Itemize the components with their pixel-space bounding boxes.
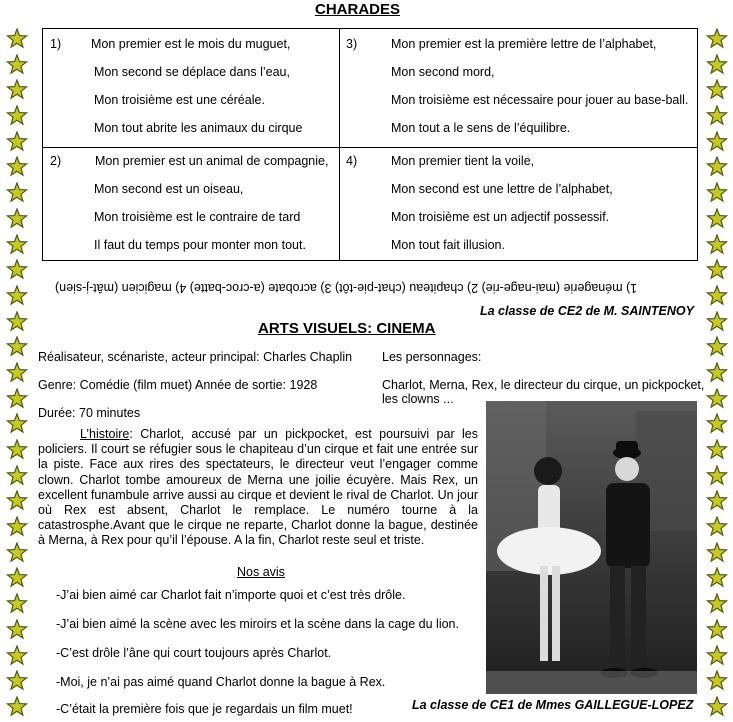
star-icon	[6, 208, 30, 230]
star-icon	[6, 259, 30, 281]
charades-credit: La classe de CE2 de M. SAINTENOY	[480, 304, 694, 318]
charade-number: 4)	[346, 154, 358, 168]
star-icon	[706, 105, 730, 127]
star-icon	[6, 182, 30, 204]
star-icon	[706, 413, 730, 435]
star-icon	[706, 388, 730, 410]
cinema-credit: La classe de CE1 de Mmes GAILLEGUE-LOPEZ	[412, 698, 694, 712]
star-icon	[6, 285, 30, 307]
star-icon	[6, 79, 30, 101]
film-director-info: Réalisateur, scénariste, acteur principal: Charles Chaplin	[38, 350, 353, 364]
star-icon	[6, 567, 30, 589]
charades-table	[42, 28, 698, 261]
star-icon	[706, 439, 730, 461]
charade-number: 2)	[50, 154, 62, 168]
reviews-title: Nos avis	[237, 565, 285, 579]
star-icon	[6, 362, 30, 384]
charade-line: Mon troisième est un adjectif possessif.	[391, 210, 610, 224]
charade-line: Mon troisième est nécessaire pour jouer au base-ball.	[391, 93, 689, 107]
characters-list-line: les clowns ...	[382, 392, 454, 406]
star-icon	[706, 490, 730, 512]
star-icon	[706, 542, 730, 564]
review-item: -Moi, je n’ai pas aimé quand Charlot donne la bague à Rex.	[56, 675, 386, 689]
left-star-border	[6, 28, 30, 722]
star-icon	[6, 516, 30, 538]
star-icon	[6, 388, 30, 410]
star-icon	[6, 465, 30, 487]
charade-line: Mon second mord,	[391, 65, 495, 79]
star-icon	[6, 234, 30, 256]
star-icon	[6, 696, 30, 718]
star-icon	[706, 259, 730, 281]
charades-answers-upside-down: 1) ménagerie (mai-nage-rie) 2) chapiteau (chat-pie-tôt) 3) acrobate (a-croc-batte) 4) magicien (mât-j-sien)	[55, 281, 638, 295]
star-icon	[6, 156, 30, 178]
charade-line: Mon second est un oiseau,	[94, 182, 244, 196]
charade-line: Mon premier est le mois du muguet,	[91, 37, 291, 51]
star-icon	[6, 542, 30, 564]
star-icon	[706, 285, 730, 307]
star-icon	[706, 336, 730, 358]
charade-line: Mon tout fait illusion.	[391, 238, 505, 252]
right-star-border	[706, 28, 730, 722]
charade-line: Mon second est une lettre de l’alphabet,	[391, 182, 613, 196]
star-icon	[706, 516, 730, 538]
star-icon	[706, 311, 730, 333]
charade-line: Mon tout a le sens de l’équilibre.	[391, 121, 571, 135]
review-item: -C’est drôle l’âne qui court toujours après Charlot.	[56, 646, 332, 660]
star-icon	[706, 593, 730, 615]
story-text: : Charlot, accusé par un pickpocket, est poursuivi par les policiers. Il court se réfugier sous le chapiteau d’un cirque et fait une entrée sur la piste. Face aux rires des spectateurs, le directeur veut l’engager comme clown. Charlot tombe amoureux de Merna une joilie écuyère. Mais Rex, un excellent funambule arrive aussi au cirque et devient le rival de Charlot. Un jour où Rex est absent, Charlot le remplace. Le numéro tourne à la catastrosphe.Avant que le cirque ne reparte, Charlot donne la bague, destinée à Merna, à Rex pour qu’il l’épouse. A la fin, Charlot reste seul et triste.	[38, 427, 478, 548]
star-icon	[6, 131, 30, 153]
star-icon	[6, 670, 30, 692]
film-genre-info: Genre: Comédie (film muet) Année de sortie: 1928	[38, 378, 318, 392]
cinema-title: ARTS VISUELS: CINEMA	[258, 320, 436, 337]
star-icon	[6, 54, 30, 76]
star-icon	[706, 670, 730, 692]
charade-number: 3)	[346, 37, 358, 51]
characters-label: Les personnages:	[382, 350, 482, 364]
star-icon	[706, 645, 730, 667]
star-icon	[6, 593, 30, 615]
star-icon	[706, 234, 730, 256]
star-icon	[6, 105, 30, 127]
film-still-photo	[486, 401, 697, 694]
film-duration-info: Durée: 70 minutes	[38, 406, 141, 420]
star-icon	[706, 696, 730, 718]
review-item: -J’ai bien aimé car Charlot fait n’importe quoi et c’est très drôle.	[56, 588, 406, 602]
review-item: -C’était la première fois que je regardais un film muet!	[56, 702, 353, 716]
story-label: L’histoire	[80, 427, 130, 441]
star-icon	[706, 156, 730, 178]
star-icon	[706, 131, 730, 153]
star-icon	[6, 439, 30, 461]
film-story	[38, 427, 478, 549]
star-icon	[706, 362, 730, 384]
star-icon	[6, 490, 30, 512]
star-icon	[6, 645, 30, 667]
charade-line: Il faut du temps pour monter mon tout.	[94, 238, 306, 252]
charade-line: Mon premier tient la voile,	[391, 154, 535, 168]
charade-line: Mon premier est la première lettre de l’alphabet,	[391, 37, 657, 51]
charade-line: Mon troisième est une céréale.	[94, 93, 265, 107]
charade-line: Mon troisième est le contraire de tard	[94, 210, 301, 224]
star-icon	[706, 28, 730, 50]
charades-title: CHARADES	[315, 1, 401, 18]
charade-line: Mon tout abrite les animaux du cirque	[94, 121, 303, 135]
star-icon	[6, 311, 30, 333]
charade-number: 1)	[50, 37, 62, 51]
star-icon	[6, 28, 30, 50]
star-icon	[6, 413, 30, 435]
characters-list-line: Charlot, Merna, Rex, le directeur du cirque, un pickpocket,	[382, 378, 705, 392]
star-icon	[706, 465, 730, 487]
charade-line: Mon second se déplace dans l’eau,	[94, 65, 290, 79]
star-icon	[706, 208, 730, 230]
star-icon	[706, 54, 730, 76]
star-icon	[706, 619, 730, 641]
star-icon	[706, 79, 730, 101]
star-icon	[706, 567, 730, 589]
star-icon	[6, 619, 30, 641]
star-icon	[6, 336, 30, 358]
review-item: -J’ai bien aimé la scène avec les miroirs et la scène dans la cage du lion.	[56, 617, 459, 631]
charade-line: Mon premier est un animal de compagnie,	[95, 154, 329, 168]
star-icon	[706, 182, 730, 204]
